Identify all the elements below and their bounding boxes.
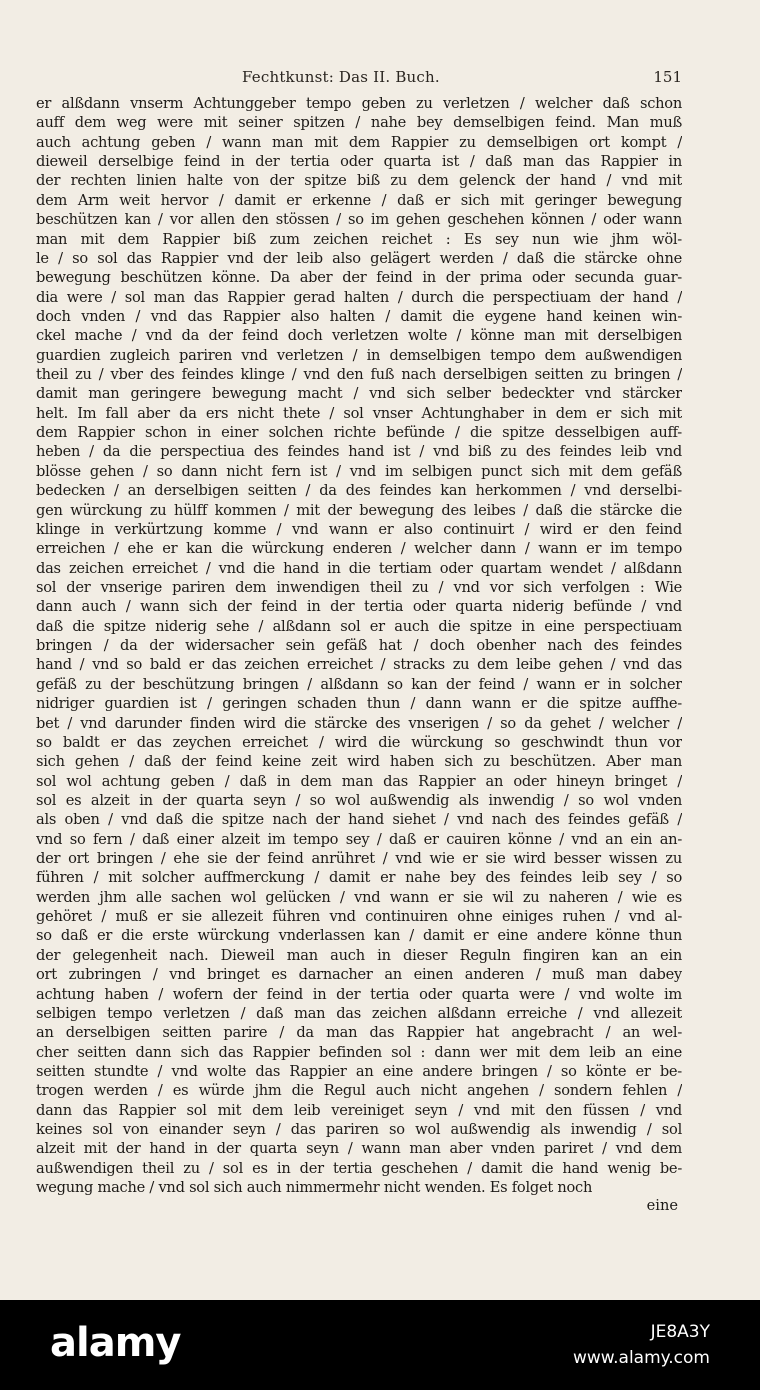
text-line: der rechten linien halte von der spitze biß zu dem gelenck der hand / vnd mit [36,172,682,190]
text-line: trogen werden / es würde jhm die Regul auch nicht angehen / sondern fehlen / [36,1082,682,1100]
text-line: so baldt er das zeychen erreichet / wird die würckung so geschwindt thun vor [36,733,682,751]
body-text [36,94,682,1197]
text-line: der gelegenheit nach. Dieweil man auch in dieser Reguln fingiren kan an ein [36,946,682,964]
text-line: man mit dem Rappier biß zum zeichen reichet : Es sey nun wie jhm wöl- [36,230,682,248]
text-line: sich gehen / daß der feind keine zeit wird haben sich zu beschützen. Aber man [36,753,682,771]
text-line: nidriger guardien ist / geringen schaden thun / dann wann er die spitze auffhe- [36,695,682,713]
watermark-footer [0,1300,760,1390]
text-line: gehöret / muß er sie allezeit führen vnd continuiren ohne einiges ruhen / vnd al- [36,908,682,926]
text-line: theil zu / vber des feindes klinge / vnd den fuß nach derselbigen seitten zu bringen / [36,366,682,384]
text-line: doch vnden / vnd das Rappier also halten / damit die eygene hand keinen win- [36,307,682,325]
text-line: auch achtung geben / wann man mit dem Rappier zu demselbigen ort kompt / [36,133,682,151]
text-line: bedecken / an derselbigen seitten / da des feindes kan herkommen / vnd derselbi- [36,482,682,500]
text-line: selbigen tempo verletzen / daß man das zeichen alßdann erreiche / vnd allezeit [36,1004,682,1022]
text-line: alzeit mit der hand in der quarta seyn / wann man aber vnden pariret / vnd dem [36,1140,682,1158]
footer-url: www.alamy.com [572,1348,710,1368]
alamy-logo: alamy [50,1320,181,1366]
text-line: als oben / vnd daß die spitze nach der hand siehet / vnd nach des feindes gefäß / [36,811,682,829]
text-line: er alßdann vnserm Achtunggeber tempo geben zu verletzen / welcher daß schon [36,95,682,112]
text-line: an derselbigen seitten parire / da man das Rappier hat angebracht / an wel- [36,1024,682,1042]
text-line: cher seitten dann sich das Rappier befinden sol : dann wer mit dem leib an eine [36,1043,682,1061]
text-line: auff dem weg were mit seiner spitzen / nahe bey demselbigen feind. Man muß [36,114,682,132]
text-line: so daß er die erste würckung vnderlassen kan / damit er eine andere könne thun [36,927,682,945]
text-line: ckel mache / vnd da der feind doch verletzen wolte / könne man mit derselbigen [36,327,682,345]
text-line: dem Rappier schon in einer solchen richte befünde / die spitze desselbigen auff- [36,424,682,442]
text-line: dann das Rappier sol mit dem leib vereiniget seyn / vnd mit den füssen / vnd [36,1101,682,1119]
text-line: heben / da die perspectiua des feindes hand ist / vnd biß zu des feindes leib vnd [36,443,682,461]
text-line: erreichen / ehe er kan die würckung enderen / welcher dann / wann er im tempo [36,540,682,558]
text-line: das zeichen erreichet / vnd die hand in die tertiam oder quartam wendet / alßdann [36,559,682,577]
text-line: bewegung beschützen könne. Da aber der feind in der prima oder secunda guar- [36,269,682,287]
text-line: dann auch / wann sich der feind in der tertia oder quarta niderig befünde / vnd [36,598,682,616]
text-line: außwendigen theil zu / sol es in der tertia geschehen / damit die hand wenig be- [36,1159,682,1177]
text-line: daß die spitze niderig sehe / alßdann sol er auch die spitze in eine perspectiuam [36,617,682,635]
running-title: Fechtkunst: Das II. Buch. [242,68,440,86]
text-line: werden jhm alle sachen wol gelücken / vnd wann er sie wil zu naheren / wie es [36,888,682,906]
text-line: seitten stundte / vnd wolte das Rappier an eine andere bringen / so könte er be- [36,1062,682,1080]
text-line: beschützen kan / vor allen den stössen / so im gehen geschehen können / oder wann [36,211,682,229]
text-line: helt. Im fall aber da ers nicht thete / sol vnser Achtunghaber in dem er sich mit [36,404,682,422]
text-line: führen / mit solcher auffmerckung / damit er nahe bey des feindes leib sey / so [36,869,682,887]
text-line: vnd so fern / daß einer alzeit im tempo sey / daß er cauiren könne / vnd an ein an- [36,830,682,848]
text-line: dem Arm weit hervor / damit er erkenne / daß er sich mit geringer bewegung [36,191,682,209]
running-head [0,68,760,92]
text-line: wegung mache / vnd sol sich auch nimmermehr nicht wenden. Es folget noch [36,1179,593,1197]
text-line: le / so sol das Rappier vnd der leib also gelägert werden / daß die stärcke ohne [36,249,682,267]
text-line: bringen / da der widersacher sein gefäß hat / doch obenher nach des feindes [36,637,682,655]
text-line: hand / vnd so bald er das zeichen erreichet / stracks zu dem leibe gehen / vnd das [36,656,682,674]
text-line: der ort bringen / ehe sie der feind anrühret / vnd wie er sie wird besser wissen zu [36,850,682,868]
text-line: klinge in verkürtzung komme / vnd wann er also continuirt / wird er den feind [36,520,682,538]
text-line: achtung haben / wofern der feind in der tertia oder quarta were / vnd wolte im [36,985,682,1003]
text-line: dia were / sol man das Rappier gerad halten / durch die perspectiuam der hand / [36,288,682,306]
catchword: eine [646,1197,678,1214]
text-line: bet / vnd darunder finden wird die stärcke des vnserigen / so da gehet / welcher / [36,714,682,732]
footer-meta [573,1318,710,1370]
text-line: keines sol von einander seyn / das pariren so wol außwendig als inwendig / sol [36,1121,682,1139]
text-line: dieweil derselbige feind in der tertia oder quarta ist / daß man das Rappier in [36,153,682,171]
text-line: gefäß zu der beschützung bringen / alßdann so kan der feind / wann er in solcher [36,675,682,693]
text-line: sol der vnserige pariren dem inwendigen theil zu / vnd vor sich verfolgen : Wie [36,578,682,596]
text-line: blösse gehen / so dann nicht fern ist / vnd im selbigen punct sich mit dem gefäß [36,462,682,480]
image-code: JE8A3Y [650,1322,710,1342]
text-line: sol es alzeit in der quarta seyn / so wol außwendig als inwendig / so wol vnden [36,791,682,809]
text-line: gen würckung zu hülff kommen / mit der bewegung des leibes / daß die stärcke die [36,501,682,519]
text-line: ort zubringen / vnd bringet es darnacher an einen anderen / muß man dabey [36,966,682,984]
page-number: 151 [653,68,682,86]
text-line: damit man geringere bewegung macht / vnd sich selber bedeckter vnd stärcker [36,385,682,403]
text-line: sol wol achtung geben / daß in dem man das Rappier an oder hineyn bringet / [36,772,682,790]
text-line: guardien zugleich pariren vnd verletzen / in demselbigen tempo dem außwendigen [36,346,682,364]
